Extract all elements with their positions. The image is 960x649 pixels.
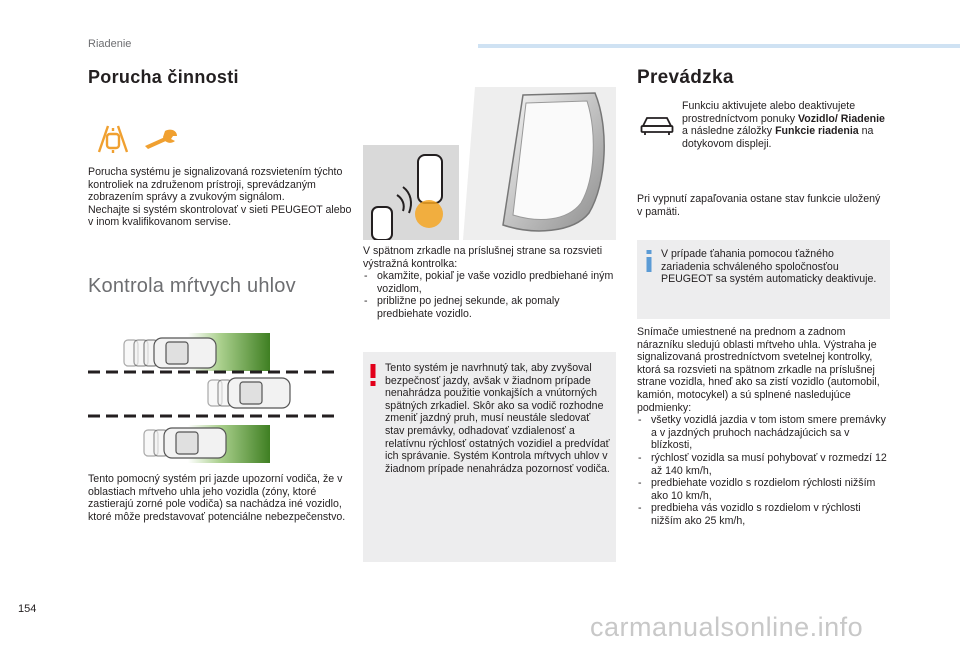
warning-note-box: [363, 352, 616, 562]
memory-text: Pri vypnutí zapaľovania ostane stav funkcie uložený v pamäti.: [637, 193, 881, 218]
blind-spot-warning-icon: [95, 122, 187, 158]
malfunction-paragraph: Nechajte si systém skontrolovať v sieti PEUGEOT alebo v inom kvalifikovanom servise.: [88, 203, 352, 229]
mirror-illustration: [363, 87, 616, 240]
towing-note-text: V prípade ťahania pomocou ťažného zariadenia schváleného spoločnosťou PEUGEOT sa systém automaticky deaktivuje.: [661, 248, 877, 286]
page-number: 154: [18, 603, 37, 615]
mirror-intro: V spätnom zrkadle na príslušnej strane sa rozsvieti výstražná kontrolka:: [363, 245, 603, 270]
list-item: - okamžite, pokiaľ je vaše vozidlo predbiehané iným vozidlom,: [363, 270, 616, 295]
list-item: - predbiehate vozidlo s rozdielom rýchlosti nižším ako 10 km/h,: [637, 477, 890, 502]
blindspot-text: Tento pomocný systém pri jazde upozorní vodiča, že v oblastiach mŕtveho uhla jeho vozidla (zóny, ktoré zastierajú zorné pole vodiča) sa nachádza iné vozidlo, ktoré môže predstavovať potenciálne nebezpečenstvo.: [88, 473, 346, 523]
conditions-list: [637, 414, 890, 527]
list-item: - rýchlosť vozidla sa musí pohybovať v rozmedzí 12 až 140 km/h,: [637, 452, 890, 477]
header-bar: [478, 44, 960, 48]
towing-note-box: [637, 240, 890, 319]
menu-tab: Funkcie riadenia: [775, 125, 859, 138]
mirror-list: [363, 270, 616, 320]
section-header: Riadenie: [88, 38, 132, 50]
info-icon: [645, 250, 653, 272]
malfunction-paragraph: Porucha systému je signalizovaná rozsvietením týchto kontroliek na združenom prístroji, sprevádzaným zobrazením správy a zvukovým signálom.: [88, 166, 343, 204]
mirror-text: [363, 245, 616, 321]
blindspot-title: Kontrola mŕtvych uhlov: [88, 275, 296, 297]
sensors-section: [637, 326, 890, 528]
list-item: - predbieha vás vozidlo s rozdielom v rýchlosti nižším ako 25 km/h,: [637, 502, 890, 527]
warning-note-text: Tento systém je navrhnutý tak, aby zvyšoval bezpečnosť jazdy, avšak v žiadnom prípade nenahrádza použitie vonkajších a vnútorných spätných zrkadiel. Skôr ako sa vodič rozhodne zmeniť jazdný pruh, musí neustále sledovať stav premávky, odhadovať vzdialenosť a relatívnu rýchlosť ostatných vozidiel a predvídať ich správanie. Systém Kontrola mŕtvych uhlov v žiadnom prípade nenahrádza pozornosť vodiča.: [385, 362, 610, 475]
car-menu-icon: [640, 112, 674, 136]
exclamation-icon: [369, 364, 377, 386]
malfunction-text: [88, 166, 353, 229]
list-item: - všetky vozidlá jazdia v tom istom smere premávky a v jazdných pruhoch nachádzajúcich sa v blízkosti,: [637, 414, 890, 452]
menu-path: Vozidlo/ Riadenie: [798, 112, 885, 125]
operation-title: Prevádzka: [637, 67, 734, 88]
malfunction-title: Porucha činnosti: [88, 67, 239, 87]
list-item: - približne po jednej sekunde, ak pomaly predbiehate vozidlo.: [363, 295, 616, 320]
watermark: carmanualsonline.info: [590, 612, 864, 642]
wrench-icon: [145, 130, 177, 149]
menu-instruction: Funkciu aktivujete alebo deaktivujete prostredníctvom ponuky Vozidlo/ Riadenie a následne záložky Funkcie riadenia na dotykovom displeji.: [682, 100, 885, 150]
warning-lights-illustration: [95, 122, 187, 158]
sensors-text: Snímače umiestnené na prednom a zadnom nárazníku sledujú oblasti mŕtveho uhla. Výstraha je signalizovaná prostredníctvom svetelnej kontrolky, ktorá sa rozsvieti na spätnom zrkadle na príslušnej strane vozidla, hneď ako sa zistí vozidlo (automobil, kamión, motocykel) a sú splnené nasledujúce podmienky:: [637, 326, 880, 414]
blindspot-zones-illustration: [88, 330, 338, 466]
